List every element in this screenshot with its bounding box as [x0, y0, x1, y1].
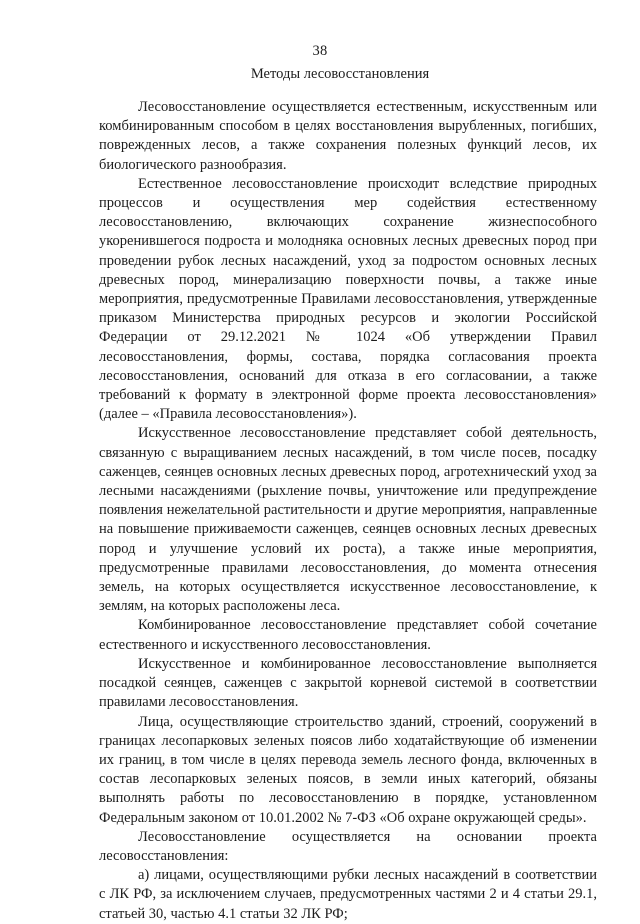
- document-body: [99, 98, 597, 924]
- paragraph-combined-reforestation: Комбинированное лесовосстановление представляет собой сочетание естественного и искусственного лесовосстановления.: [99, 617, 597, 653]
- paragraph-artificial-reforestation: Искусственное лесовосстановление представляет собой деятельность, связанную с выращиванием лесных насаждений, в том числе посев, посадку саженцев, сеянцев основных лесных древесных пород, агротехнический уход за лесными насаждениями (рыхление почвы, уничтожение или предупреждение появления нежелательной растительности и другие мероприятия, направленные на повышение приживаемости саженцев, сеянцев основных лесных древесных пород и улучшение условий их роста), а также иные мероприятия, предусмотренные правилами лесовосстановления, до момента отнесения земель, на которых осуществляется искусственное лесовосстановление, к землям, на которых расположены леса.: [99, 425, 597, 615]
- page-number: 38: [312, 43, 328, 59]
- section-title: Методы лесовосстановления: [250, 66, 430, 82]
- paragraph-planting-method: Искусственное и комбинированное лесовосстановление выполняется посадкой сеянцев, саженцев с закрытой корневой системой в соответствии правилами лесовосстановления.: [99, 655, 597, 711]
- paragraph-project-basis: Лесовосстановление осуществляется на основании проекта лесовосстановления:: [99, 828, 597, 864]
- paragraph-reforestation-methods: Лесовосстановление осуществляется естественным, искусственным или комбинированным способом в целях восстановления вырубленных, погибших, поврежденных лесов, а также сохранения полезных функций лесов, их биологического разнообразия.: [99, 99, 597, 173]
- paragraph-construction-obligations: Лица, осуществляющие строительство зданий, строений, сооружений в границах лесопарковых зеленых поясов либо ходатайствующие об изменении их границ, в том числе в целях перевода земель лесного фонда, включенных в состав лесопарковых зеленых поясов, в земли иных категорий, обязаны выполнять работы по лесовосстановлению в порядке, установленном Федеральным законом от 10.01.2002 № 7-ФЗ «Об охране окружающей среды».: [99, 713, 597, 826]
- paragraph-natural-reforestation: Естественное лесовосстановление происходит вследствие природных процессов и осуществления мер содействия естественному лесовосстановлению, включающих сохранение жизнеспособного укоренившегося подроста и молодняка основных лесных древесных пород при проведении рубок лесных насаждений, уход за подростом основных лесных древесных пород, минерализацию поверхности почвы, а также иные мероприятия, предусмотренные Правилами лесовосстановления, утвержденные приказом Министерства природных ресурсов и экологии Российской Федерации от 29.12.2021 № 1024 «Об утверждении Правил лесовосстановления, формы, состава, порядка согласования проекта лесовосстановления, оснований для отказа в его согласовании, а также требований к формату в электронной форме проекта лесовосстановления» (далее – «Правила лесовосстановления»).: [99, 175, 597, 423]
- paragraph-list-item-a: а) лицами, осуществляющими рубки лесных насаждений в соответствии с ЛК РФ, за исключением случаев, предусмотренных частями 2 и 4 статьи 29.1, статьей 30, частью 4.1 статьи 32 ЛК РФ;: [99, 867, 597, 922]
